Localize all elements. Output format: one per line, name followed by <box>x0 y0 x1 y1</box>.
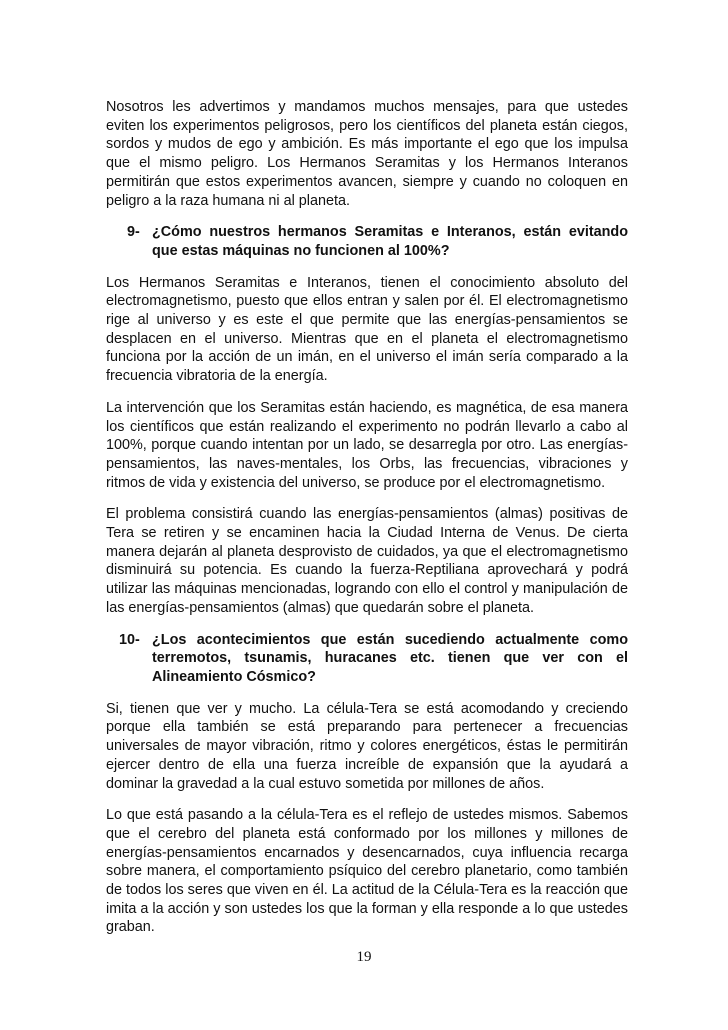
page-number: 19 <box>356 949 372 965</box>
question-10-number: 10- <box>119 631 140 648</box>
paragraph-electromagnetism: Los Hermanos Seramitas e Interanos, tienen el conocimiento absoluto del electromagnetismo, puesto que ellos entran y salen por él. El electromagnetismo rige al universo y es este el que permite que las energías-pensamientos se desplacen en el universo. Mientras que en el planeta el electromagnetismo funciona por la acción de un imán, en el universo el imán sería comparado a la frecuencia vibratoria de la energía. <box>106 274 628 385</box>
paragraph-cell-tera: Si, tienen que ver y mucho. La célula-Tera se está acomodando y creciendo porque ella también se está preparando para pertenecer a frecuencias universales de mayor vibración, ritmo y colores energéticos, éstas le permitirán ejercer dentro de ella una fuerza increíble de expansión que la ayudará a dominar la gravedad a la cual estuvo sometida por millones de años. <box>106 700 628 792</box>
question-10 <box>106 631 628 687</box>
paragraph-warnings: Nosotros les advertimos y mandamos muchos mensajes, para que ustedes eviten los experimentos peligrosos, pero los científicos del planeta están ciegos, sordos y mudos de ego y ambición. Es más importante el ego que los impulsa que el mismo peligro. Los Hermanos Seramitas y los Hermanos Interanos permitirán que estos experimentos avancen, siempre y cuando no coloquen en peligro a la raza humana ni al planeta. <box>106 99 628 209</box>
question-10-text: ¿Los acontecimientos que están sucediendo actualmente como terremotos, tsunamis, huracanes etc. tienen que ver con el Alineamiento Cósmico? <box>152 631 628 685</box>
question-9-number: 9- <box>127 224 140 241</box>
question-9 <box>106 223 628 260</box>
question-9-text: ¿Cómo nuestros hermanos Seramitas e Interanos, están evitando que estas máquinas no funcionen al 100%? <box>152 224 628 259</box>
paragraph-problem: El problema consistirá cuando las energías-pensamientos (almas) positivas de Tera se retiren y se encaminen hacia la Ciudad Interna de Venus. De cierta manera dejarán al planeta desprovisto de cuidados, ya que el electromagnetismo disminuirá su potencia. Es cuando la fuerza-Reptiliana aprovechará y podrá utilizar las máquinas mencionadas, logrando con ello el control y manipulación de las energías-pensamientos (almas) que quedarán sobre el planeta. <box>106 506 628 616</box>
page-body <box>106 98 628 937</box>
paragraph-intervention: La intervención que los Seramitas están haciendo, es magnética, de esa manera los científicos que están realizando el experimento no podrán llevarlo a cabo al 100%, porque cuando intentan por un lado, se desarregla por otro. Las energías-pensamientos, las naves-mentales, los Orbs, las frecuencias, vibraciones y ritmos de vida y existencia del universo, se produce por el electromagnetismo. <box>106 399 628 491</box>
paragraph-reflection: Lo que está pasando a la célula-Tera es el reflejo de ustedes mismos. Sabemos que el cerebro del planeta está conformado por los millones y millones de energías-pensamientos encarnados y desencarnados, cuya influencia recarga sobre manera, el comportamiento psíquico del cerebro planetario, como también de todos los seres que viven en él. La actitud de la Célula-Tera es la reacción que imita a la acción y son ustedes los que la forman y ella responde a lo que ustedes graban. <box>106 807 628 936</box>
